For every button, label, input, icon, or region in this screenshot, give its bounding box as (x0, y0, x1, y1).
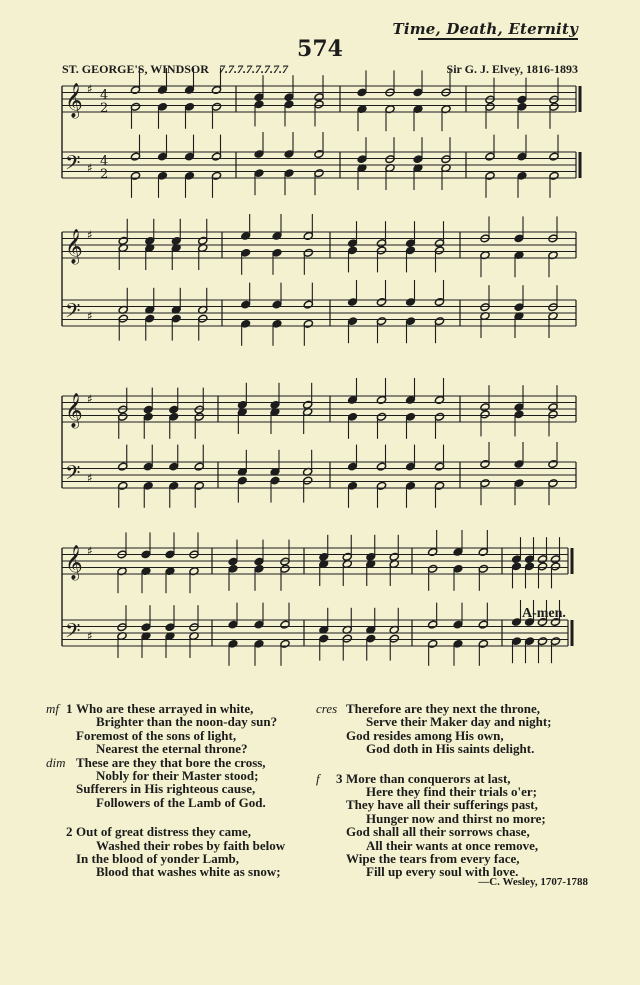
stanza (46, 825, 316, 879)
verse-line (316, 812, 586, 825)
key-sharp: ♯ (87, 228, 93, 242)
dynamic-marking: mf (46, 701, 59, 716)
hymn-number: 574 (297, 36, 343, 62)
verse-line (316, 742, 586, 755)
verse-line (316, 852, 586, 865)
verse-text: Hunger now and thirst no more; (366, 810, 546, 826)
verse-text: Sufferers in His righteous cause, (76, 781, 256, 797)
verses (0, 702, 640, 902)
dynamic-marking: dim (46, 754, 66, 770)
verse-text: More than conquerors at last, (346, 770, 511, 786)
key-sharp: ♯ (87, 471, 93, 485)
verse-text: Washed their robes by faith below (96, 837, 286, 853)
stanza (46, 702, 316, 809)
key-sharp: ♯ (87, 309, 93, 323)
verse-text: Nearest the eternal throne? (96, 741, 248, 757)
verse-line (46, 742, 316, 755)
verse-line (316, 785, 586, 798)
verse-text: They have all their sufferings past, (346, 797, 538, 813)
verse-text: In the blood of yonder Lamb, (76, 851, 240, 867)
verse-text: God doth in His saints delight. (366, 741, 535, 757)
verse-line (316, 715, 586, 728)
verse-text: Blood that washes white as snow; (96, 864, 281, 880)
bass-clef: 𝄢 (65, 299, 81, 327)
verse-text: Nobly for their Master stood; (96, 768, 259, 784)
stanza-number: 2 (66, 824, 73, 840)
verse-text: Wipe the tears from every face, (346, 851, 520, 867)
stanza (316, 772, 586, 879)
verse-line (316, 839, 586, 852)
key-sharp: ♯ (87, 392, 93, 406)
section-title: Time, Death, Eternity (392, 20, 578, 38)
verse-line (46, 865, 316, 878)
treble-clef: 𝄞 (65, 393, 83, 428)
verse-line (46, 852, 316, 865)
stanza-number: 3 (336, 770, 343, 786)
verse-line (46, 825, 316, 838)
verse-text: Serve their Maker day and night; (366, 714, 552, 730)
stanza (316, 702, 586, 756)
verse-column-left (46, 702, 316, 895)
key-sharp: ♯ (87, 161, 93, 175)
verse-line (46, 715, 316, 728)
verse-text: Here they find their trials o'er; (366, 784, 538, 800)
verse-text: Brighter than the noon-day sun? (96, 714, 278, 730)
verse-line (46, 782, 316, 795)
time-signature-top: 4 (100, 88, 109, 103)
verse-column-right (316, 702, 586, 895)
time-signature-bottom: 2 (100, 167, 109, 182)
composer: Sir G. J. Elvey, 1816-1893 (446, 62, 578, 76)
bass-clef: 𝄢 (65, 461, 81, 489)
dynamic-marking: f (316, 770, 320, 786)
verse-line (316, 798, 586, 811)
verse-text: Followers of the Lamb of God. (96, 794, 266, 810)
verse-text: Who are these arrayed in white, (76, 701, 254, 716)
treble-clef: 𝄞 (65, 229, 83, 264)
verse-line (46, 756, 316, 769)
verse-text: These are they that bore the cross, (76, 754, 266, 770)
verse-text: Fill up every soul with love. (366, 864, 519, 880)
bass-clef: 𝄢 (65, 619, 81, 647)
dynamic-marking: cres (316, 701, 338, 716)
stanza-number: 1 (66, 701, 73, 716)
verse-line (316, 702, 586, 715)
meter: 7.7.7.7.7.7.7.7 (218, 62, 288, 76)
verse-line (46, 796, 316, 809)
time-signature-top: 4 (100, 154, 109, 169)
bass-clef: 𝄢 (65, 151, 81, 179)
verse-line (316, 772, 586, 785)
verse-text: God shall all their sorrows chase, (346, 824, 530, 840)
verse-text: All their wants at once remove, (366, 837, 539, 853)
key-sharp: ♯ (87, 544, 93, 558)
treble-clef: 𝄞 (65, 545, 83, 580)
text-attribution: —C. Wesley, 1707-1788 (478, 876, 588, 888)
amen-label: A-men. (522, 606, 566, 621)
verse-text: Therefore are they next the throne, (346, 701, 540, 716)
verse-text: Out of great distress they came, (76, 824, 251, 840)
tune-name: ST. GEORGE'S, WINDSOR (62, 62, 209, 76)
verse-line (316, 729, 586, 742)
time-signature-bottom: 2 (100, 101, 109, 116)
verse-line (46, 839, 316, 852)
treble-clef: 𝄞 (65, 83, 83, 118)
verse-line (46, 729, 316, 742)
verse-line (46, 769, 316, 782)
verse-text: God resides among His own, (346, 727, 504, 743)
verse-line (46, 702, 316, 715)
key-sharp: ♯ (87, 82, 93, 96)
verse-line (316, 825, 586, 838)
verse-text: Foremost of the sons of light, (76, 727, 237, 743)
key-sharp: ♯ (87, 629, 93, 643)
